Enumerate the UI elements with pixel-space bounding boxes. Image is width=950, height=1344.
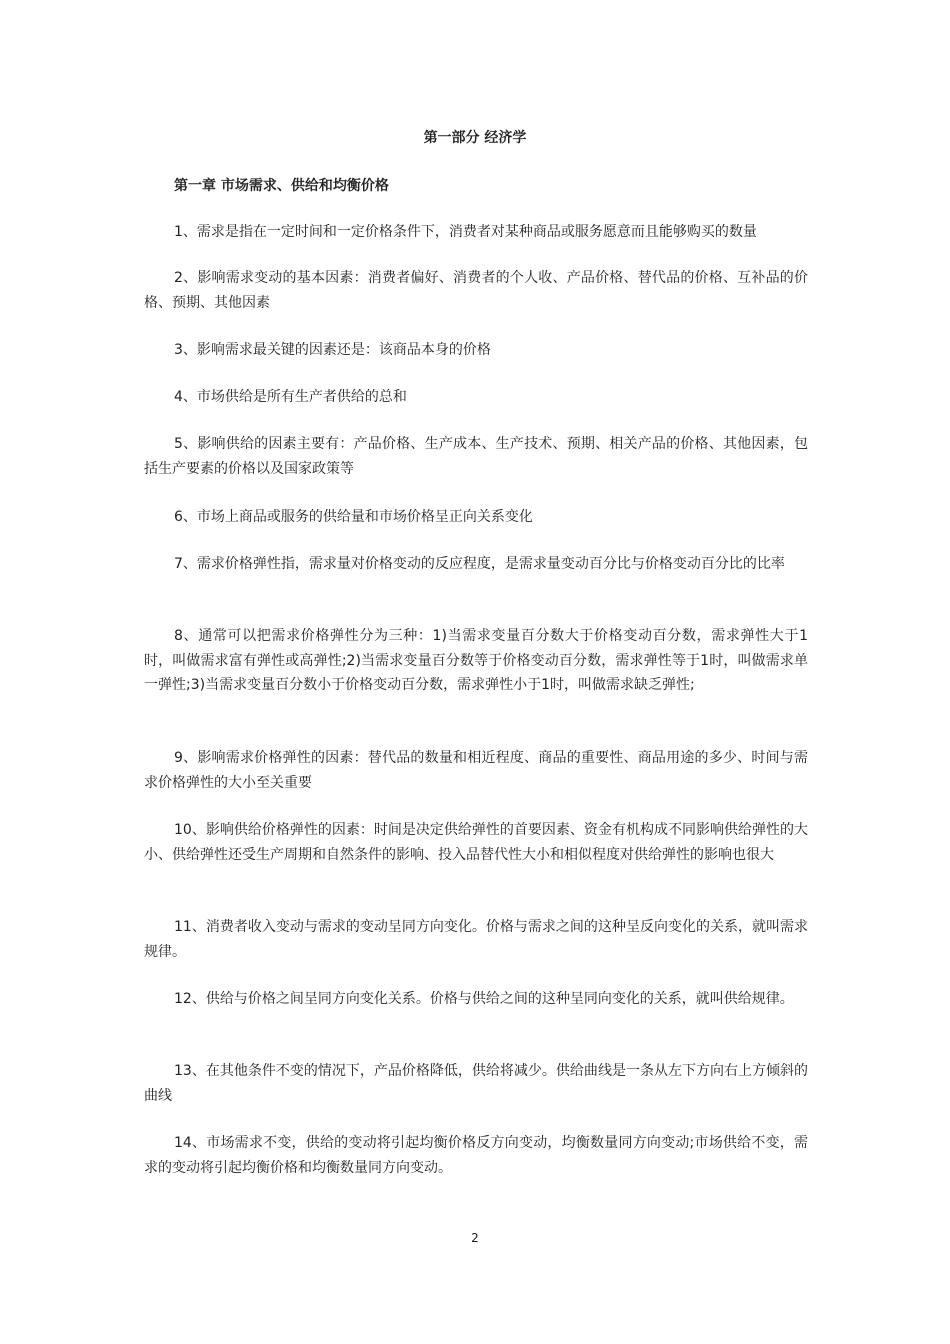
paragraph-item-14: 14、市场需求不变，供给的变动将引起均衡价格反方向变动，均衡数量同方向变动;市场供给不变，需求的变动将引起均衡价格和均衡数量同方向变动。 [144,1135,808,1176]
paragraph-item-9: 9、影响需求价格弹性的因素：替代品的数量和相近程度、商品的重要性、商品用途的多少、时间与需求价格弹性的大小至关重要 [144,750,808,791]
chapter-title: 第一章 市场需求、供给和均衡价格 [174,178,389,194]
paragraph-item-7: 7、需求价格弹性指，需求量对价格变动的反应程度，是需求量变动百分比与价格变动百分比的比率 [174,556,785,572]
paragraph-item-2: 2、影响需求变动的基本因素：消费者偏好、消费者的个人收、产品价格、替代品的价格、互补品的价格、预期、其他因素 [144,270,808,311]
paragraph-item-5: 5、影响供给的因素主要有：产品价格、生产成本、生产技术、预期、相关产品的价格、其他因素，包括生产要素的价格以及国家政策等 [144,436,808,477]
paragraph-item-8: 8、通常可以把需求价格弹性分为三种：1)当需求变量百分数大于价格变动百分数，需求弹性大于1时，叫做需求富有弹性或高弹性;2)当需求变量百分数等于价格变动百分数，需求弹性等于1时，叫做需求单一弹性;3)当需求变量百分数小于价格变动百分数，需求弹性小于1时，叫做需求缺乏弹性; [144,628,808,693]
paragraph-item-1: 1、需求是指在一定时间和一定价格条件下，消费者对某种商品或服务愿意而且能够购买的数量 [174,224,757,240]
paragraph-item-4: 4、市场供给是所有生产者供给的总和 [174,389,407,405]
part-title: 第一部分 经济学 [423,130,527,146]
paragraph-item-12: 12、供给与价格之间呈同方向变化关系。价格与供给之间的这种呈同向变化的关系，就叫供给规律。 [174,991,794,1007]
paragraph-item-3: 3、影响需求最关键的因素还是：该商品本身的价格 [174,342,491,358]
paragraph-item-10: 10、影响供给价格弹性的因素：时间是决定供给弹性的首要因素、资金有机构成不同影响供给弹性的大小、供给弹性还受生产周期和自然条件的影响、投入品替代性大小和相似程度对供给弹性的影响也很大 [144,822,808,863]
paragraph-item-6: 6、市场上商品或服务的供给量和市场价格呈正向关系变化 [174,509,533,525]
paragraph-item-13: 13、在其他条件不变的情况下，产品价格降低，供给将减少。供给曲线是一条从左下方向右上方倾斜的曲线 [144,1063,808,1104]
page-number: 2 [471,1231,479,1245]
paragraph-item-11: 11、消费者收入变动与需求的变动呈同方向变化。价格与需求之间的这种呈反向变化的关系，就叫需求规律。 [144,919,808,960]
